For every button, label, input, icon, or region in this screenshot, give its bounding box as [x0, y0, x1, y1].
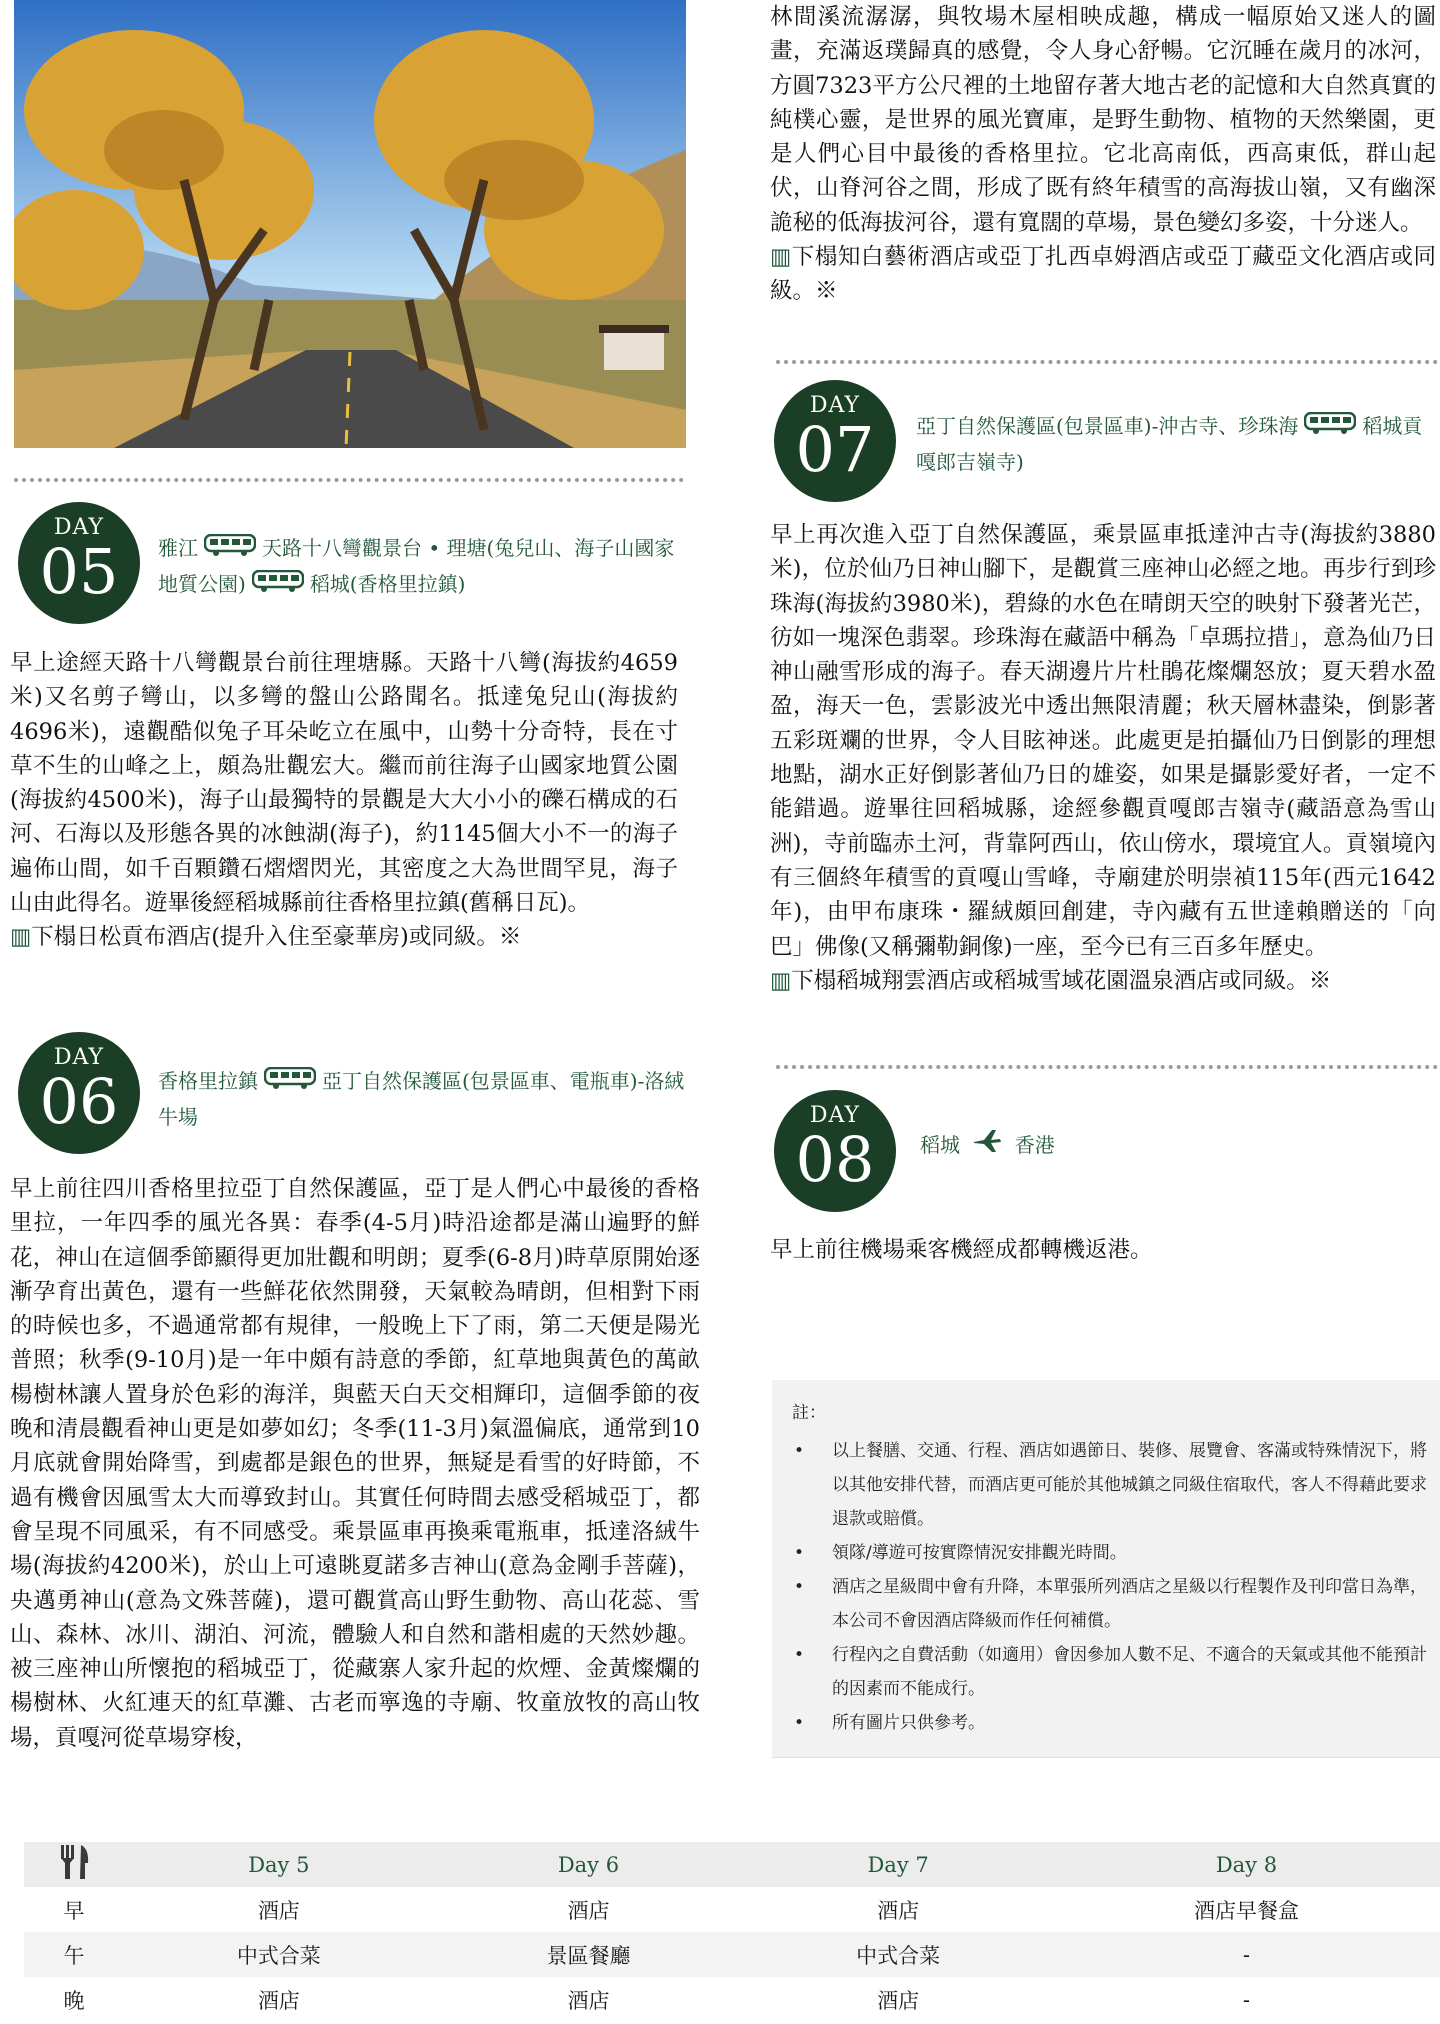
- table-header-day: Day 8: [1215, 1852, 1278, 1877]
- day-06-badge: [18, 1032, 140, 1154]
- notes-list: [792, 1434, 1428, 1740]
- route-origin: 香格里拉鎮: [158, 1069, 258, 1093]
- day-05-badge: [18, 502, 140, 624]
- divider: [14, 478, 684, 482]
- cutlery-icon: [24, 1842, 124, 1887]
- bus-icon: [264, 1065, 316, 1100]
- table-row: [24, 1932, 1440, 1977]
- table-cell: 中式合菜: [236, 1943, 321, 1968]
- table-header-row: [24, 1842, 1440, 1887]
- table-cell: 景區餐廳: [546, 1943, 631, 1968]
- table-cell: 酒店: [567, 1988, 610, 2013]
- day-06-route: [158, 1064, 688, 1135]
- route-destination: 亞丁自然保護區(包景區車、電瓶車)-洛絨牛場: [158, 1069, 685, 1129]
- day-05-description: 早上途經天路十八彎觀景台前往理塘縣。天路十八彎(海拔約4659米)又名剪子彎山，以多彎的盤山公路聞名。抵達兔兒山(海拔約4696米)，遠觀酷似兔子耳朵屹立在風中，山勢十分奇特，長在寸草不生的山峰之上，頗為壯觀宏大。繼而前往海子山國家地質公園(海拔約4500米)，海子山最獨特的景觀是大大小小的礫石構成的石河、石海以及形態各異的冰蝕湖(海子)，約1145個大小不一的海子遍佈山間，如千百顆鑽石熠熠閃光，其密度之大為世間罕見，海子山由此得名。遊畢後經稻城縣前往香格里拉鎮(舊稱日瓦)。 ▥下榻日松貢布酒店(提升入住至豪華房)或同級。※: [10, 650, 678, 951]
- route-origin: 稻城: [920, 1133, 960, 1157]
- notes-title: 註：: [792, 1403, 826, 1423]
- day-06-description-continued: 林間溪流潺潺，與牧場木屋相映成趣，構成一幅原始又迷人的圖畫，充滿返璞歸真的感覺，令人身心舒暢。它沉睡在歲月的冰河，方圓7323平方公尺裡的土地留存著大地古老的記憶和大自然真實的純樸心靈，是世界的風光寶庫，是野生動物、植物的天然樂園，更是人們心目中最後的香格里拉。它北高南低，西高東低，群山起伏，山脊河谷之間，形成了既有終年積雪的高海拔山嶺，又有幽深詭秘的低海拔河谷，還有寬闊的草場，景色變幻多姿，十分迷人。 ▥下榻知白藝術酒店或亞丁扎西卓姆酒店或亞丁藏亞文化酒店或同級。※: [770, 4, 1436, 305]
- day-07-route: [916, 409, 1436, 480]
- hotel-icon: ▥: [770, 967, 792, 994]
- list-item: • 酒店之星級間中會有升降，本單張所列酒店之星級以行程製作及刊印當日為準，本公司不會因酒店降級而作任何補償。: [792, 1570, 1428, 1638]
- day-07-description: 早上再次進入亞丁自然保護區，乘景區車抵達沖古寺(海拔約3880米)，位於仙乃日神山腳下，是觀賞三座神山必經之地。再步行到珍珠海(海拔約3980米)，碧綠的水色在晴朗天空的映射下發著光芒，彷如一塊深色翡翠。珍珠海在藏語中稱為「卓瑪拉措」，意為仙乃日神山融雪形成的海子。春天湖邊片片杜鵑花燦爛怒放；夏天碧水盈盈，海天一色，雲影波光中透出無限清麗；秋天層林盡染，倒影著五彩斑斕的世界，令人目眩神迷。此處更是拍攝仙乃日倒影的理想地點，湖水正好倒影著仙乃日的雄姿，如果是攝影愛好者，一定不能錯過。遊畢往回稻城縣，途經參觀貢嘎郎吉嶺寺(藏語意為雪山洲)，寺前臨赤土河，背靠阿西山，依山傍水，環境宜人。貢嶺境內有三個終年積雪的貢嘎山雪峰，寺廟建於明崇禎115年(西元1642年)，由甲布康珠・羅絨頗回創建，寺內藏有五世達賴贈送的「向巴」佛像(又稱彌勒銅像)一座，至今已有三百多年歷史。 ▥下榻稻城翔雲酒店或稻城雪域花園溫泉酒店或同級。※: [770, 522, 1436, 994]
- day-08-badge: [774, 1090, 896, 1212]
- day-06-hotel: 下榻知白藝術酒店或亞丁扎西卓姆酒店或亞丁藏亞文化酒店或同級。※: [770, 244, 1436, 305]
- list-item: • 行程內之自費活動（如適用）會因參加人數不足、不適合的天氣或其他不能預計的因素而不能成行。: [792, 1638, 1428, 1706]
- list-item: • 所有圖片只供參考。: [792, 1706, 1428, 1740]
- notes-footer-bar: [772, 1757, 1440, 1788]
- route-origin: 亞丁自然保護區(包景區車)-沖古寺、珍珠海: [916, 414, 1299, 438]
- day-number: 05: [39, 535, 119, 608]
- day-08-route: [920, 1128, 1420, 1165]
- table-header-day: Day 7: [867, 1852, 929, 1877]
- day-07-hotel: 下榻稻城翔雲酒店或稻城雪域花園溫泉酒店或同級。※: [791, 967, 1332, 994]
- day-label: DAY: [809, 1103, 861, 1128]
- plane-icon: [972, 1128, 1002, 1165]
- table-cell: 酒店: [257, 1988, 300, 2013]
- day-06-description: 早上前往四川香格里拉亞丁自然保護區，亞丁是人們心中最後的香格里拉，一年四季的風光各異：春季(4-5月)時沿途都是滿山遍野的鮮花，神山在這個季節顯得更加壯觀和明朗；夏季(6-8月)時草原開始逐漸孕育出黃色，還有一些鮮花依然開發，天氣較為晴朗，但相對下雨的時候也多，不過通常都有規律，一般晚上下了雨，第二天便是陽光普照；秋季(9-10月)是一年中頗有詩意的季節，紅草地與黃色的萬畝楊樹林讓人置身於色彩的海洋，與藍天白天交相輝印，這個季節的夜晚和清晨觀看神山更是如夢如幻；冬季(11-3月)氣溫偏底，通常到10月底就會開始降雪，到處都是銀色的世界，無疑是看雪的好時節，不過有機會因風雪太大而導致封山。其實任何時間去感受稻城亞丁，都會呈現不同風采，有不同感受。乘景區車再換乘電瓶車，抵達洛絨牛場(海拔約4200米)，於山上可遠眺夏諾多吉神山(意為金剛手菩薩)，央邁勇神山(意為文殊菩薩)，還可觀賞高山野生動物、高山花蕊、雪山、森林、冰川、湖泊、河流，體驗人和自然和諧相處的天然妙趣。被三座神山所懷抱的稻城亞丁，從藏寨人家升起的炊煙、金黃燦爛的楊樹林、火紅連天的紅草灘、古老而寧逸的寺廟、牧童放牧的高山牧場，貢嘎河從草場穿梭，: [10, 1176, 700, 1751]
- day-label: DAY: [53, 1045, 105, 1070]
- list-item: • 以上餐膳、交通、行程、酒店如遇節日、裝修、展覽會、客滿或特殊情況下，將以其他安排代替，而酒店更可能於其他城鎮之同級住宿取代，客人不得藉此要求退款或賠償。: [792, 1434, 1428, 1536]
- day-05-route: [158, 531, 688, 603]
- route-destination: 香港: [1014, 1133, 1055, 1157]
- tree-road-photo: [14, 0, 686, 448]
- day-08-description: 早上前往機場乘客機經成都轉機返港。: [770, 1237, 1153, 1263]
- day-07-badge: [774, 380, 896, 502]
- table-cell: 酒店早餐盒: [1193, 1898, 1299, 1923]
- table-cell: -: [1242, 1942, 1251, 1967]
- table-cell: 酒店: [257, 1898, 300, 1923]
- list-item: • 領隊/導遊可按實際情況安排觀光時間。: [792, 1536, 1428, 1570]
- table-row: [24, 1887, 1440, 1932]
- table-cell: -: [1242, 1987, 1251, 2012]
- notes-box: [772, 1380, 1440, 1788]
- table-cell: 酒店: [877, 1898, 920, 1923]
- hotel-icon: ▥: [10, 924, 32, 951]
- bus-icon: [204, 532, 256, 567]
- table-header-day: Day 5: [248, 1852, 310, 1877]
- table-row: [24, 1977, 1440, 2022]
- table-header-day: Day 6: [557, 1852, 620, 1877]
- meal-label: 晚: [63, 1988, 85, 2013]
- bus-icon: [1304, 410, 1356, 445]
- day-number: 08: [795, 1123, 875, 1196]
- route-stop: 天路十八彎觀景台 • 理塘(兔兒山、海子山國家地質公園): [158, 536, 675, 596]
- day-05-hotel: 下榻日松貢布酒店(提升入住至豪華房)或同級。※: [31, 924, 522, 951]
- route-destination: 稻城(香格里拉鎮): [309, 572, 466, 596]
- table-cell: 酒店: [567, 1898, 610, 1923]
- day-label: DAY: [53, 515, 105, 540]
- route-destination: 稻城貢嘎郎吉嶺寺): [916, 414, 1423, 474]
- route-origin: 雅江: [158, 536, 198, 560]
- day-label: DAY: [809, 393, 861, 418]
- table-cell: 酒店: [877, 1988, 920, 2013]
- meal-label: 早: [63, 1898, 85, 1923]
- divider: [776, 1065, 1438, 1069]
- divider: [776, 360, 1438, 364]
- day-number: 07: [795, 413, 875, 486]
- day-number: 06: [39, 1065, 119, 1138]
- bus-icon: [252, 568, 304, 603]
- table-cell: 中式合菜: [856, 1943, 941, 1968]
- meal-table: [24, 1842, 1440, 2022]
- meal-label: 午: [63, 1943, 85, 1968]
- hotel-icon: ▥: [770, 244, 792, 271]
